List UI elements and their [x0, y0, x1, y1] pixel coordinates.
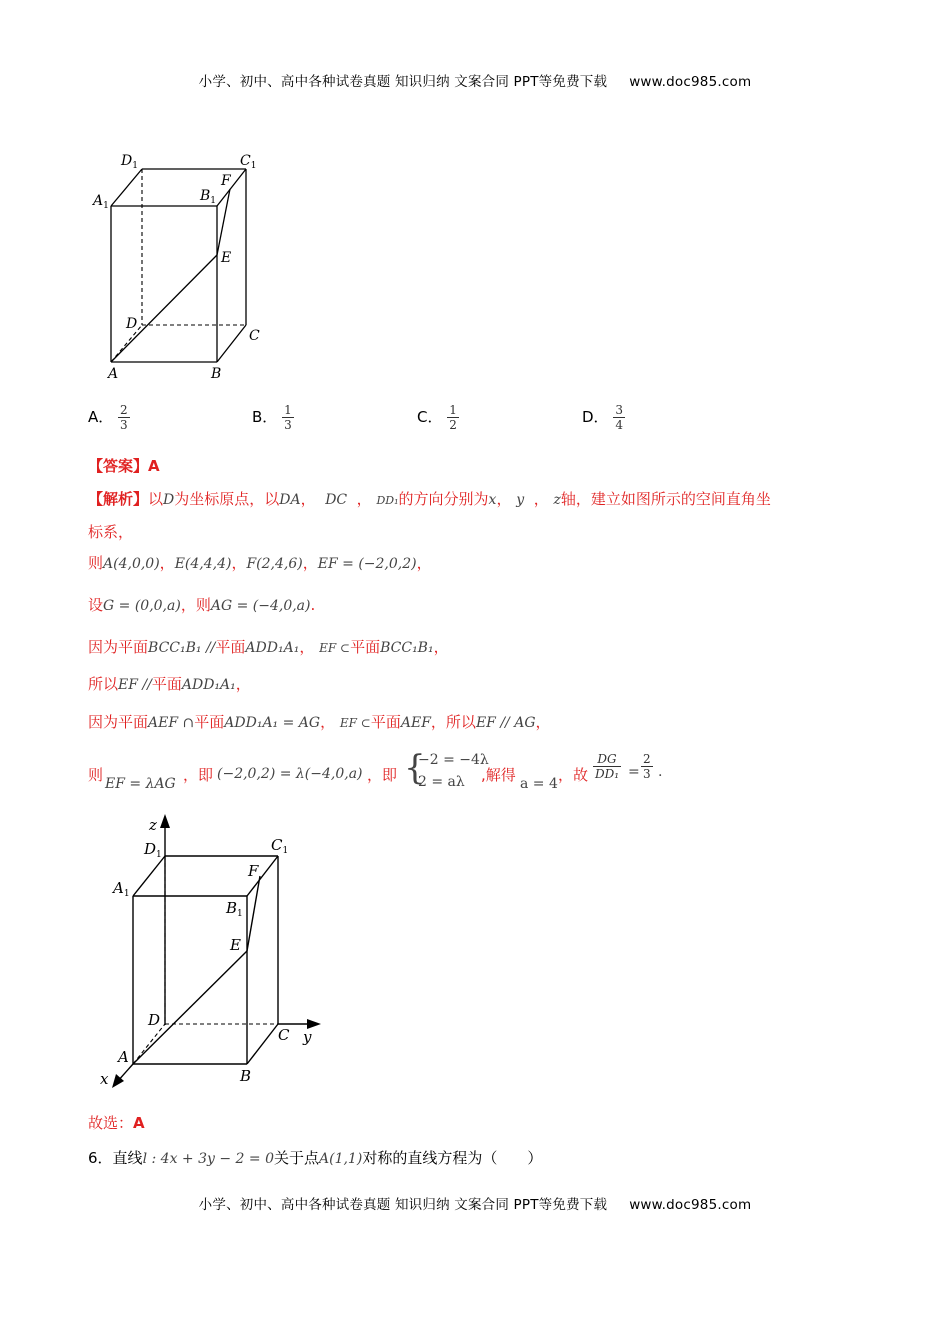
- conclusion-value: A: [133, 1114, 145, 1132]
- z-axis-arrow: [160, 814, 170, 828]
- s-l5d: ADD₁A₁: [245, 640, 300, 656]
- s-l5e: ，: [299, 638, 315, 656]
- s-l4d: AG = (−4,0,a): [210, 598, 311, 614]
- option-a: [88, 403, 130, 432]
- s-l8k: =: [628, 764, 640, 780]
- s-l8e: ，即: [367, 766, 398, 784]
- option-c-label: C．: [417, 408, 443, 426]
- s-l7a: 因为平面: [88, 713, 149, 731]
- answer-value: A: [148, 457, 160, 475]
- label-B: B: [240, 1067, 252, 1085]
- s-l4c: ，则: [180, 596, 211, 614]
- header-text: 小学、初中、高中各种试卷真题 知识归纳 文案合同 PPT等免费下载: [198, 74, 608, 90]
- s-l8g: ,解得: [481, 766, 516, 784]
- s-l7b: AEF ∩: [148, 715, 195, 731]
- label-C: C: [249, 328, 260, 344]
- s-l8j-num: DG: [593, 752, 621, 767]
- s-l4e: .: [310, 596, 316, 614]
- s-l3b: A(4,0,0): [103, 556, 160, 572]
- fraction-2-3: [641, 752, 653, 781]
- solution-line-6: [88, 673, 251, 694]
- label-A: A: [108, 366, 119, 382]
- figure-prism-2: [95, 810, 335, 1095]
- label-A1: $A_1$: [93, 193, 109, 211]
- page-header: [0, 70, 950, 90]
- answer-tag: 【答案】: [88, 457, 149, 475]
- s-l1a: 以: [148, 490, 164, 508]
- option-b: [252, 403, 294, 432]
- label-D: D: [148, 1011, 161, 1029]
- option-d: [582, 403, 625, 432]
- label-z: z: [149, 816, 157, 834]
- s-l8c: ，即: [183, 766, 214, 784]
- s-l6b: EF //: [118, 677, 152, 693]
- s-l8h: a = 4: [520, 776, 558, 792]
- q6-number: 6．: [88, 1149, 113, 1167]
- solution-line-1: [88, 488, 771, 509]
- answer-line: [88, 455, 160, 476]
- q6-text-1: 直线: [112, 1149, 143, 1167]
- page-footer: [0, 1193, 950, 1213]
- s-l3e: ，: [231, 554, 247, 572]
- s-l7k: ，: [535, 713, 551, 731]
- s-l1i: 的方向分别为: [398, 490, 489, 508]
- option-d-den: 4: [615, 418, 623, 432]
- s-l7c: 平面: [194, 713, 225, 731]
- label-C: C: [278, 1026, 290, 1044]
- label-x: x: [100, 1070, 109, 1088]
- option-b-label: B．: [252, 408, 278, 426]
- footer-site: www.doc985.com: [629, 1197, 752, 1213]
- s-l5g: 平面: [350, 638, 381, 656]
- q6-text-2: 关于点: [273, 1149, 319, 1167]
- s-l1k: ，: [496, 490, 512, 508]
- solution-tag: 【解析】: [88, 490, 149, 508]
- s-l8d: (−2,0,2) = λ(−4,0,a): [217, 766, 363, 782]
- s-l8f1: −2 = −4λ: [418, 752, 489, 768]
- s-l4b: G = (0,0,a): [103, 598, 181, 614]
- footer-text: 小学、初中、高中各种试卷真题 知识归纳 文案合同 PPT等免费下载: [198, 1197, 608, 1213]
- s-l1j: x: [488, 492, 497, 508]
- label-C1: $C_1$: [271, 836, 289, 856]
- label-E: E: [221, 250, 232, 266]
- s-l8l-den: 3: [643, 767, 651, 781]
- option-c-den: 2: [449, 418, 457, 432]
- solution-line-7: [88, 711, 551, 732]
- s-l3g: ，: [302, 554, 318, 572]
- s-l8j-den: DD₁: [595, 767, 620, 781]
- s-l1d: DA: [279, 492, 301, 508]
- fraction-dg-dd1: [593, 752, 621, 781]
- s-l8b: EF = λAG: [105, 776, 176, 792]
- s-l7e: ，: [320, 713, 336, 731]
- s-l8i: ，故: [558, 766, 589, 784]
- option-b-fraction: [282, 403, 294, 432]
- solution-line-2: [88, 521, 133, 542]
- q6-text-3: 对称的直线方程为（ ）: [362, 1149, 543, 1167]
- option-d-num: 3: [615, 403, 623, 417]
- label-B1: $B_1$: [226, 899, 243, 919]
- option-a-den: 3: [120, 418, 128, 432]
- s-l1o: 轴，建立如图所示的空间直角坐: [560, 490, 771, 508]
- s-l6c: 平面: [151, 675, 182, 693]
- solution-line-8: [88, 748, 708, 798]
- s-l6d: ADD₁A₁: [181, 677, 236, 693]
- s-l6a: 所以: [88, 675, 119, 693]
- s-l7h: AEF: [400, 715, 431, 731]
- question-6: [88, 1147, 542, 1168]
- s-l5f: EF ⊂: [319, 641, 351, 655]
- label-B1: $B_1$: [200, 188, 217, 206]
- s-l5i: ，: [433, 638, 449, 656]
- s-l8l-num: 2: [643, 752, 651, 766]
- s-l8f2: 2 = aλ: [418, 774, 465, 790]
- solution-line-4: [88, 594, 315, 615]
- s-l7f: EF ⊂: [339, 716, 371, 730]
- label-D: D: [126, 316, 138, 332]
- s-l1b: D: [163, 492, 175, 508]
- s-l3i: ，: [416, 554, 432, 572]
- option-b-den: 3: [284, 418, 292, 432]
- s-l7i: ，所以: [430, 713, 476, 731]
- s-l1l: y: [516, 492, 525, 508]
- figure-prism-1: [88, 145, 278, 390]
- q6-point: A(1,1): [319, 1151, 363, 1167]
- option-b-num: 1: [284, 403, 292, 417]
- s-l1f: DC: [325, 492, 348, 508]
- label-E: E: [230, 936, 241, 954]
- s-l5b: BCC₁B₁ //: [148, 640, 216, 656]
- option-c-num: 1: [449, 403, 457, 417]
- system-brace: {: [404, 748, 426, 788]
- conclusion-line: [88, 1112, 145, 1133]
- label-F: F: [248, 862, 259, 880]
- option-d-fraction: [613, 403, 625, 432]
- s-l3c: ，: [159, 554, 175, 572]
- solution-line-5: [88, 636, 449, 657]
- label-y: y: [303, 1028, 312, 1046]
- s-l7g: 平面: [370, 713, 401, 731]
- label-A: A: [118, 1048, 129, 1066]
- conclusion-text: 故选：: [88, 1114, 134, 1132]
- s-l1h: DD₁: [376, 494, 399, 507]
- s-l3f: F(2,4,6): [246, 556, 303, 572]
- option-c-fraction: [447, 403, 459, 432]
- s-l7j: EF // AG: [475, 715, 536, 731]
- label-F: F: [221, 173, 231, 189]
- s-l1c: 为坐标原点，以: [174, 490, 280, 508]
- s-l7d: ADD₁A₁ = AG: [224, 715, 321, 731]
- label-A1: $A_1$: [113, 879, 130, 899]
- s-l4a: 设: [88, 596, 104, 614]
- option-d-label: D．: [582, 408, 609, 426]
- option-a-fraction: [118, 403, 130, 432]
- s-l1n: z: [553, 492, 561, 508]
- s-l5a: 因为平面: [88, 638, 149, 656]
- s-l8m: .: [658, 764, 663, 780]
- s-l5c: 平面: [215, 638, 246, 656]
- option-a-num: 2: [120, 403, 128, 417]
- option-c: [417, 403, 459, 432]
- s-l2: 标系，: [88, 523, 134, 541]
- q6-equation: l : 4x + 3y − 2 = 0: [142, 1151, 274, 1167]
- s-l5h: BCC₁B₁: [380, 640, 434, 656]
- label-D1: $D_1$: [121, 153, 138, 171]
- header-site: www.doc985.com: [629, 74, 752, 90]
- s-l6e: ，: [235, 675, 251, 693]
- solution-line-3: [88, 552, 432, 573]
- s-l3h: EF = (−2,0,2): [317, 556, 417, 572]
- s-l1g: ，: [356, 490, 372, 508]
- s-l3a: 则: [88, 554, 104, 572]
- label-C1: $C_1$: [240, 153, 257, 171]
- label-B: B: [211, 366, 222, 382]
- s-l3d: E(4,4,4): [174, 556, 232, 572]
- s-l8a: 则: [88, 766, 104, 784]
- s-l1e: ，: [300, 490, 316, 508]
- s-l1m: ，: [533, 490, 549, 508]
- label-D1: $D_1$: [144, 840, 162, 860]
- option-a-label: A．: [88, 408, 114, 426]
